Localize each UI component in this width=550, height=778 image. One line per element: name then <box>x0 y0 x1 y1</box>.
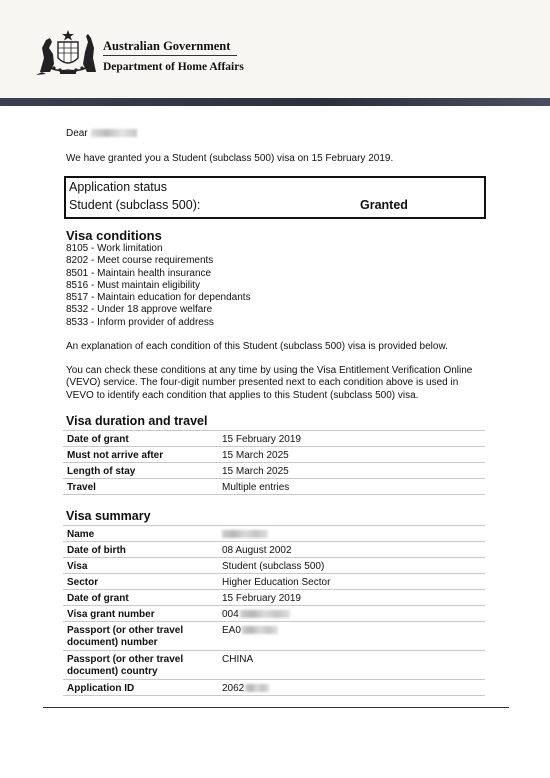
redacted-value <box>222 530 268 538</box>
row-label: Date of grant <box>67 593 129 604</box>
row-value: 15 March 2025 <box>222 450 289 461</box>
condition-item: 8202 - Meet course requirements <box>66 255 214 267</box>
table-row <box>63 679 485 696</box>
row-value: Multiple entries <box>222 482 290 493</box>
row-value <box>222 683 269 695</box>
summary-title: Visa summary <box>66 509 151 523</box>
row-label: Date of grant <box>67 434 129 445</box>
row-value <box>222 625 278 637</box>
application-status-title: Application status <box>69 180 167 194</box>
row-label: Visa <box>67 561 88 572</box>
value-prefix: 004 <box>222 609 239 620</box>
application-status-visa: Student (subclass 500): <box>69 198 201 212</box>
row-label: Must not arrive after <box>67 450 164 461</box>
row-label: Passport (or other travel document) country <box>67 654 184 677</box>
row-label: Application ID <box>67 683 135 694</box>
summary-table <box>63 525 485 696</box>
row-value <box>222 529 268 541</box>
table-row <box>63 621 485 650</box>
table-row <box>63 541 485 557</box>
visa-conditions-title: Visa conditions <box>66 228 162 243</box>
table-row <box>63 589 485 605</box>
condition-item: 8517 - Maintain education for dependants <box>66 292 251 304</box>
duration-title: Visa duration and travel <box>66 414 208 428</box>
row-value: Student (subclass 500) <box>222 561 325 572</box>
table-row <box>63 573 485 589</box>
table-row <box>63 557 485 573</box>
row-label: Date of birth <box>67 545 126 556</box>
application-status-box <box>64 176 486 219</box>
table-row <box>63 462 485 478</box>
table-row <box>63 525 485 541</box>
header-band <box>0 98 550 106</box>
row-label: Name <box>67 529 95 540</box>
vevo-note: You can check these conditions at any time by using the Visa Entitlement Verification Online (VEVO) service. The four-digit number presented next to each condition above is used in VEVO to identify each condition that applies to this Student (subclass 500) visa. <box>66 365 473 401</box>
value-prefix: 2062 <box>222 683 245 694</box>
row-value: 15 March 2025 <box>222 466 289 477</box>
row-value: 15 February 2019 <box>222 434 301 445</box>
row-value: 15 February 2019 <box>222 593 301 604</box>
redacted-value <box>245 684 269 692</box>
row-label: Travel <box>67 482 96 493</box>
condition-item: 8516 - Must maintain eligibility <box>66 279 200 291</box>
row-label: Length of stay <box>67 466 136 477</box>
redacted-value <box>240 610 290 618</box>
conditions-explanation: An explanation of each condition of this Student (subclass 500) visa is provided below. <box>66 341 448 352</box>
header-divider <box>103 55 237 56</box>
row-label: Visa grant number <box>67 609 155 620</box>
table-row <box>63 446 485 462</box>
condition-item: 8105 - Work limitation <box>66 243 163 254</box>
footer-divider <box>43 707 509 708</box>
row-value <box>222 609 290 621</box>
application-status-value: Granted <box>360 198 408 212</box>
value-prefix: EA0 <box>222 625 241 636</box>
condition-item: 8501 - Maintain health insurance <box>66 267 212 279</box>
salutation <box>66 128 137 139</box>
table-row <box>63 478 485 495</box>
redacted-name <box>91 129 137 137</box>
row-value: 08 August 2002 <box>222 545 292 556</box>
redacted-value <box>242 626 278 634</box>
government-name: Australian Government <box>103 39 231 53</box>
department-name: Department of Home Affairs <box>103 61 244 73</box>
row-value: CHINA <box>222 654 254 665</box>
condition-item: 8533 - Inform provider of address <box>66 316 214 328</box>
row-label: Passport (or other travel document) number <box>67 625 184 648</box>
coat-of-arms-icon <box>36 28 100 76</box>
row-label: Sector <box>67 577 99 588</box>
letterhead <box>0 0 550 98</box>
table-row <box>63 650 485 679</box>
duration-table <box>63 430 485 495</box>
grant-sentence: We have granted you a Student (subclass 500) visa on 15 February 2019. <box>66 153 394 164</box>
row-value: Higher Education Sector <box>222 577 331 588</box>
visa-conditions-list <box>66 243 251 329</box>
salutation-text: Dear <box>66 128 88 139</box>
condition-item: 8532 - Under 18 approve welfare <box>66 304 213 316</box>
table-row <box>63 605 485 621</box>
table-row <box>63 430 485 446</box>
